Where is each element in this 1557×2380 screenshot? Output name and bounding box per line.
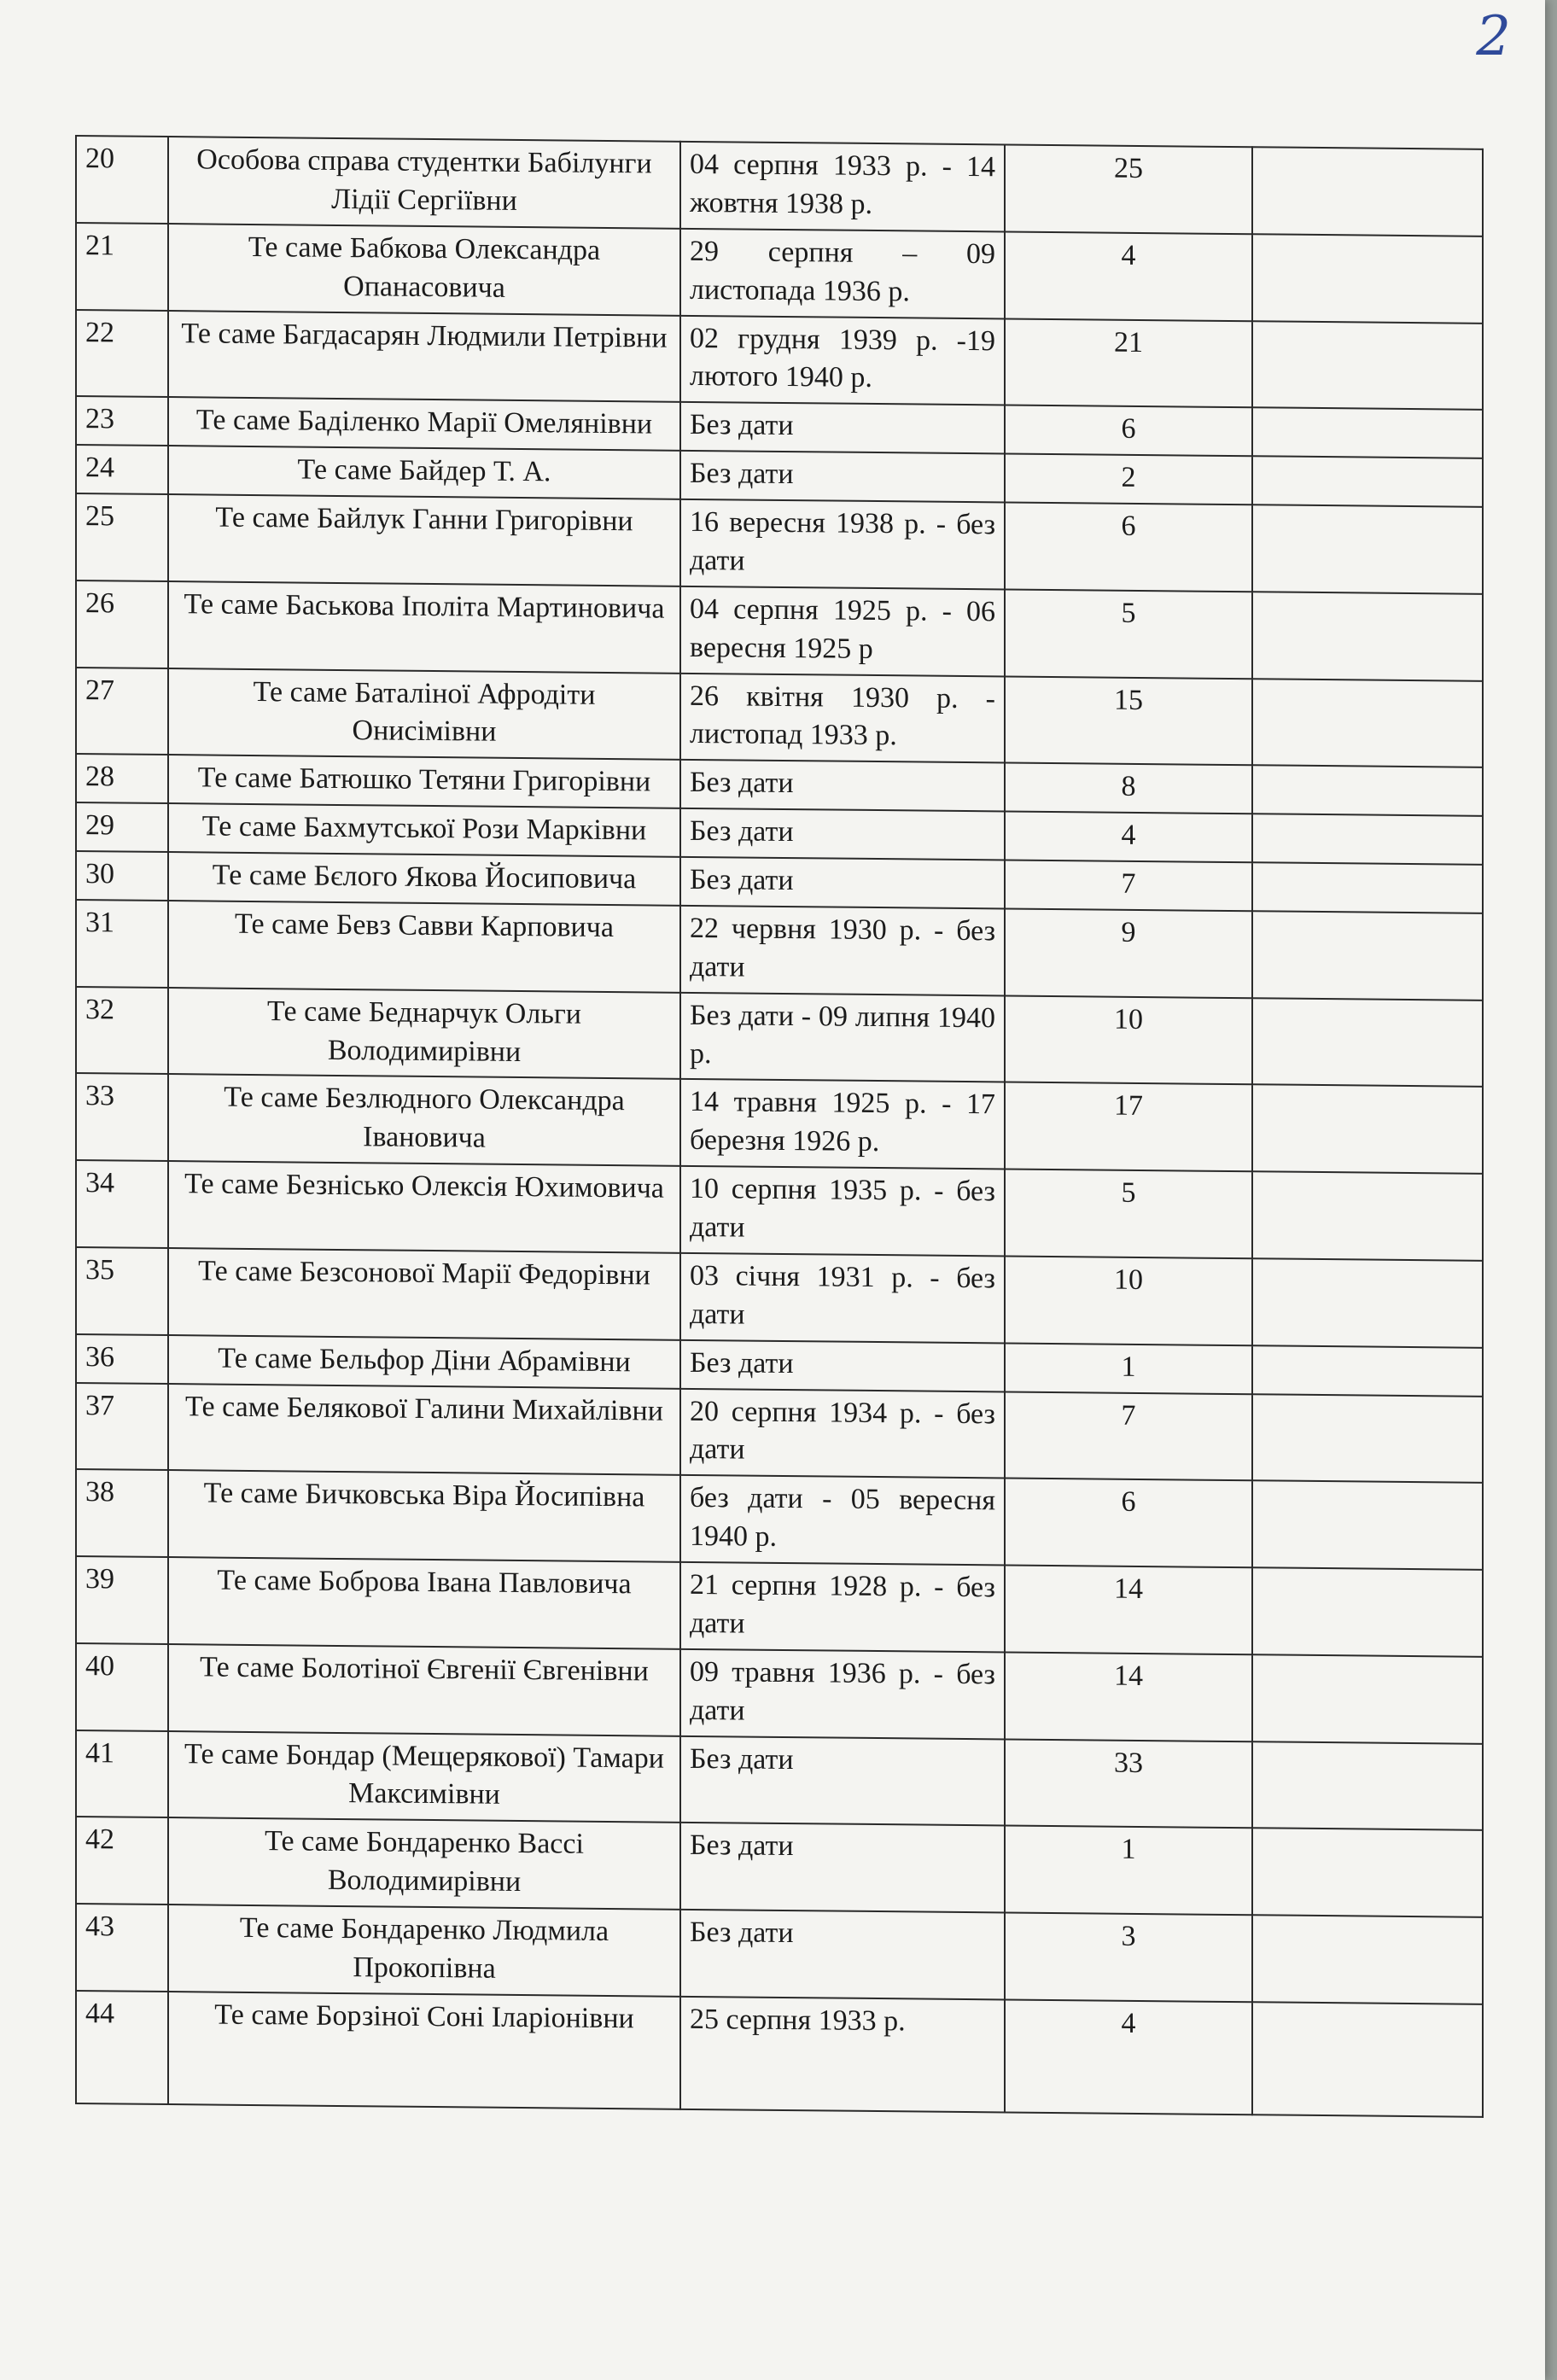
page-count-cell: 33 bbox=[1005, 1739, 1252, 1829]
file-title-cell: Те саме Бондаренко Вассі Володимирівни bbox=[168, 1817, 680, 1910]
file-title-cell: Те саме Байдер Т. А. bbox=[168, 446, 680, 499]
item-number-cell: 29 bbox=[76, 802, 168, 852]
page-count-cell: 14 bbox=[1005, 1565, 1252, 1654]
date-range-cell: 21 серпня 1928 р. - без дати bbox=[680, 1562, 1005, 1652]
file-title-cell: Те саме Бондар (Мещерякової) Тамари Максимівни bbox=[168, 1731, 680, 1823]
file-title-cell: Те саме Борзіної Соні Іларіонівни bbox=[168, 1992, 680, 2109]
page-count-cell: 2 bbox=[1005, 454, 1252, 505]
file-title-cell: Те саме Безнісько Олексія Юхимовича bbox=[168, 1161, 680, 1253]
page-count-cell: 4 bbox=[1005, 812, 1252, 863]
note-cell bbox=[1252, 1567, 1483, 1656]
table-row bbox=[76, 1556, 1483, 1657]
date-range-cell: Без дати - 09 липня 1940 р. bbox=[680, 992, 1005, 1082]
table-row bbox=[76, 987, 1483, 1088]
note-cell bbox=[1252, 407, 1483, 458]
date-range-cell: 03 січня 1931 р. - без дати bbox=[680, 1253, 1005, 1343]
item-number-cell: 21 bbox=[76, 223, 168, 311]
date-range-cell: без дати - 05 вересня 1940 р. bbox=[680, 1475, 1005, 1565]
date-range-cell: Без дати bbox=[680, 1910, 1005, 1999]
page-count-cell: 10 bbox=[1005, 1256, 1252, 1345]
item-number-cell: 35 bbox=[76, 1247, 168, 1335]
table-row bbox=[76, 580, 1483, 681]
page-count-cell: 5 bbox=[1005, 589, 1252, 679]
item-number-cell: 23 bbox=[76, 396, 168, 446]
page-count-cell: 6 bbox=[1005, 502, 1252, 592]
file-title-cell: Те саме Беднарчук Ольги Володимирівни bbox=[168, 988, 680, 1080]
item-number-cell: 43 bbox=[76, 1904, 168, 1992]
file-title-cell: Те саме Бахмутської Рози Марківни bbox=[168, 803, 680, 857]
date-range-cell: Без дати bbox=[680, 1339, 1005, 1391]
note-cell bbox=[1252, 911, 1483, 1000]
item-number-cell: 39 bbox=[76, 1556, 168, 1644]
note-cell bbox=[1252, 1258, 1483, 1347]
date-range-cell: 04 серпня 1933 р. - 14 жовтня 1938 р. bbox=[680, 142, 1005, 231]
file-title-cell: Те саме Бичковська Віра Йосипівна bbox=[168, 1470, 680, 1562]
date-range-cell: 25 серпня 1933 р. bbox=[680, 1997, 1005, 2113]
page-count-cell: 4 bbox=[1005, 1999, 1252, 2115]
table-row bbox=[76, 900, 1483, 1000]
table-row bbox=[76, 1991, 1483, 2117]
page-count-cell: 9 bbox=[1005, 908, 1252, 998]
file-title-cell: Те саме Баталіної Афродіти Онисімівни bbox=[168, 668, 680, 761]
item-number-cell: 34 bbox=[76, 1160, 168, 1248]
date-range-cell: Без дати bbox=[680, 402, 1005, 454]
item-number-cell: 42 bbox=[76, 1817, 168, 1905]
note-cell bbox=[1252, 234, 1483, 323]
item-number-cell: 38 bbox=[76, 1469, 168, 1557]
date-range-cell: 02 грудня 1939 р. -19 лютого 1940 р. bbox=[680, 315, 1005, 405]
date-range-cell: Без дати bbox=[680, 1823, 1005, 1912]
item-number-cell: 28 bbox=[76, 754, 168, 803]
date-range-cell: 04 серпня 1925 р. - 06 вересня 1925 р bbox=[680, 586, 1005, 676]
file-title-cell: Те саме Баділенко Марії Омелянівни bbox=[168, 397, 680, 451]
note-cell bbox=[1252, 1480, 1483, 1569]
note-cell bbox=[1252, 1915, 1483, 2004]
item-number-cell: 31 bbox=[76, 900, 168, 988]
item-number-cell: 36 bbox=[76, 1334, 168, 1384]
date-range-cell: Без дати bbox=[680, 760, 1005, 812]
register-sheet bbox=[75, 135, 1482, 2118]
page-count-cell: 1 bbox=[1005, 1826, 1252, 1916]
page-count-cell: 10 bbox=[1005, 995, 1252, 1085]
item-number-cell: 25 bbox=[76, 493, 168, 581]
note-cell bbox=[1252, 2002, 1483, 2117]
note-cell bbox=[1252, 814, 1483, 864]
file-title-cell: Те саме Белякової Галини Михайлівни bbox=[168, 1384, 680, 1476]
page-count-cell: 17 bbox=[1005, 1082, 1252, 1172]
note-cell bbox=[1252, 592, 1483, 680]
item-number-cell: 41 bbox=[76, 1730, 168, 1818]
item-number-cell: 33 bbox=[76, 1073, 168, 1161]
file-title-cell: Те саме Бєлого Якова Йосиповича bbox=[168, 852, 680, 906]
note-cell bbox=[1252, 1828, 1483, 1916]
page-count-cell: 25 bbox=[1005, 144, 1252, 234]
page-count-cell: 6 bbox=[1005, 405, 1252, 457]
page-count-cell: 21 bbox=[1005, 318, 1252, 408]
note-cell bbox=[1252, 147, 1483, 236]
note-cell bbox=[1252, 456, 1483, 506]
date-range-cell: 22 червня 1930 р. - без дати bbox=[680, 906, 1005, 995]
file-title-cell: Те саме Багдасарян Людмили Петрівни bbox=[168, 311, 680, 403]
file-title-cell: Те саме Батюшко Тетяни Григорівни bbox=[168, 755, 680, 808]
note-cell bbox=[1252, 998, 1483, 1087]
date-range-cell: Без дати bbox=[680, 857, 1005, 909]
table-row bbox=[76, 668, 1483, 768]
table-row bbox=[76, 1730, 1483, 1831]
page-count-cell: 6 bbox=[1005, 1479, 1252, 1568]
page-count-cell: 5 bbox=[1005, 1170, 1252, 1259]
file-title-cell: Особова справа студентки Бабілунги Лідії Сергіївни bbox=[168, 137, 680, 229]
file-title-cell: Те саме Боброва Івана Павловича bbox=[168, 1557, 680, 1649]
register-rows bbox=[76, 136, 1483, 2117]
date-range-cell: 16 вересня 1938 р. - без дати bbox=[680, 499, 1005, 589]
file-title-cell: Те саме Баськова Іполіта Мартиновича bbox=[168, 581, 680, 674]
note-cell bbox=[1252, 1171, 1483, 1260]
note-cell bbox=[1252, 765, 1483, 815]
item-number-cell: 27 bbox=[76, 668, 168, 755]
page-count-cell: 3 bbox=[1005, 1912, 1252, 2002]
page-count-cell: 15 bbox=[1005, 676, 1252, 766]
file-title-cell: Те саме Бевз Савви Карповича bbox=[168, 901, 680, 993]
note-cell bbox=[1252, 1394, 1483, 1483]
note-cell bbox=[1252, 505, 1483, 593]
file-title-cell: Те саме Бабкова Олександра Опанасовича bbox=[168, 224, 680, 316]
table-row bbox=[76, 1904, 1483, 2004]
item-number-cell: 24 bbox=[76, 445, 168, 494]
table-row bbox=[76, 1383, 1483, 1484]
table-row bbox=[76, 493, 1483, 594]
date-range-cell: 14 травня 1925 р. - 17 березня 1926 р. bbox=[680, 1079, 1005, 1169]
file-title-cell: Те саме Бондаренко Людмила Прокопівна bbox=[168, 1905, 680, 1997]
note-cell bbox=[1252, 321, 1483, 410]
table-row bbox=[76, 136, 1483, 236]
date-range-cell: 29 серпня – 09 листопада 1936 р. bbox=[680, 229, 1005, 318]
date-range-cell: Без дати bbox=[680, 451, 1005, 503]
page-count-cell: 4 bbox=[1005, 231, 1252, 321]
table-row bbox=[76, 1817, 1483, 1917]
table-row bbox=[76, 1643, 1483, 1744]
date-range-cell: 20 серпня 1934 р. - без дати bbox=[680, 1388, 1005, 1478]
table-row bbox=[76, 1469, 1483, 1570]
date-range-cell: 10 серпня 1935 р. - без дати bbox=[680, 1166, 1005, 1256]
item-number-cell: 22 bbox=[76, 310, 168, 398]
note-cell bbox=[1252, 679, 1483, 767]
page-count-cell: 7 bbox=[1005, 860, 1252, 911]
item-number-cell: 40 bbox=[76, 1643, 168, 1731]
register-table bbox=[75, 135, 1484, 2118]
item-number-cell: 30 bbox=[76, 851, 168, 901]
item-number-cell: 32 bbox=[76, 987, 168, 1075]
date-range-cell: Без дати bbox=[680, 808, 1005, 860]
note-cell bbox=[1252, 1085, 1483, 1174]
table-row bbox=[76, 223, 1483, 324]
table-row bbox=[76, 1073, 1483, 1174]
date-range-cell: Без дати bbox=[680, 1735, 1005, 1825]
file-title-cell: Те саме Безсонової Марії Федорівни bbox=[168, 1248, 680, 1340]
item-number-cell: 44 bbox=[76, 1991, 168, 2104]
item-number-cell: 37 bbox=[76, 1383, 168, 1471]
file-title-cell: Те саме Бельфор Діни Абрамівни bbox=[168, 1335, 680, 1389]
note-cell bbox=[1252, 862, 1483, 913]
note-cell bbox=[1252, 1345, 1483, 1396]
page-count-cell: 7 bbox=[1005, 1391, 1252, 1481]
item-number-cell: 26 bbox=[76, 580, 168, 668]
file-title-cell: Те саме Байлук Ганни Григорівни bbox=[168, 494, 680, 586]
date-range-cell: 09 травня 1936 р. - без дати bbox=[680, 1649, 1005, 1739]
note-cell bbox=[1252, 1654, 1483, 1743]
file-title-cell: Те саме Безлюдного Олександра Івановича bbox=[168, 1074, 680, 1166]
item-number-cell: 20 bbox=[76, 136, 168, 224]
page-count-cell: 14 bbox=[1005, 1652, 1252, 1741]
date-range-cell: 26 квітня 1930 р. - листопад 1933 р. bbox=[680, 673, 1005, 762]
table-row bbox=[76, 1247, 1483, 1348]
note-cell bbox=[1252, 1741, 1483, 1830]
page-count-cell: 1 bbox=[1005, 1343, 1252, 1394]
page-number-mark: 2 bbox=[1476, 5, 1511, 68]
table-row bbox=[76, 310, 1483, 411]
file-title-cell: Те саме Болотіної Євгенії Євгенівни bbox=[168, 1644, 680, 1736]
table-row bbox=[76, 1160, 1483, 1261]
page-count-cell: 8 bbox=[1005, 763, 1252, 814]
